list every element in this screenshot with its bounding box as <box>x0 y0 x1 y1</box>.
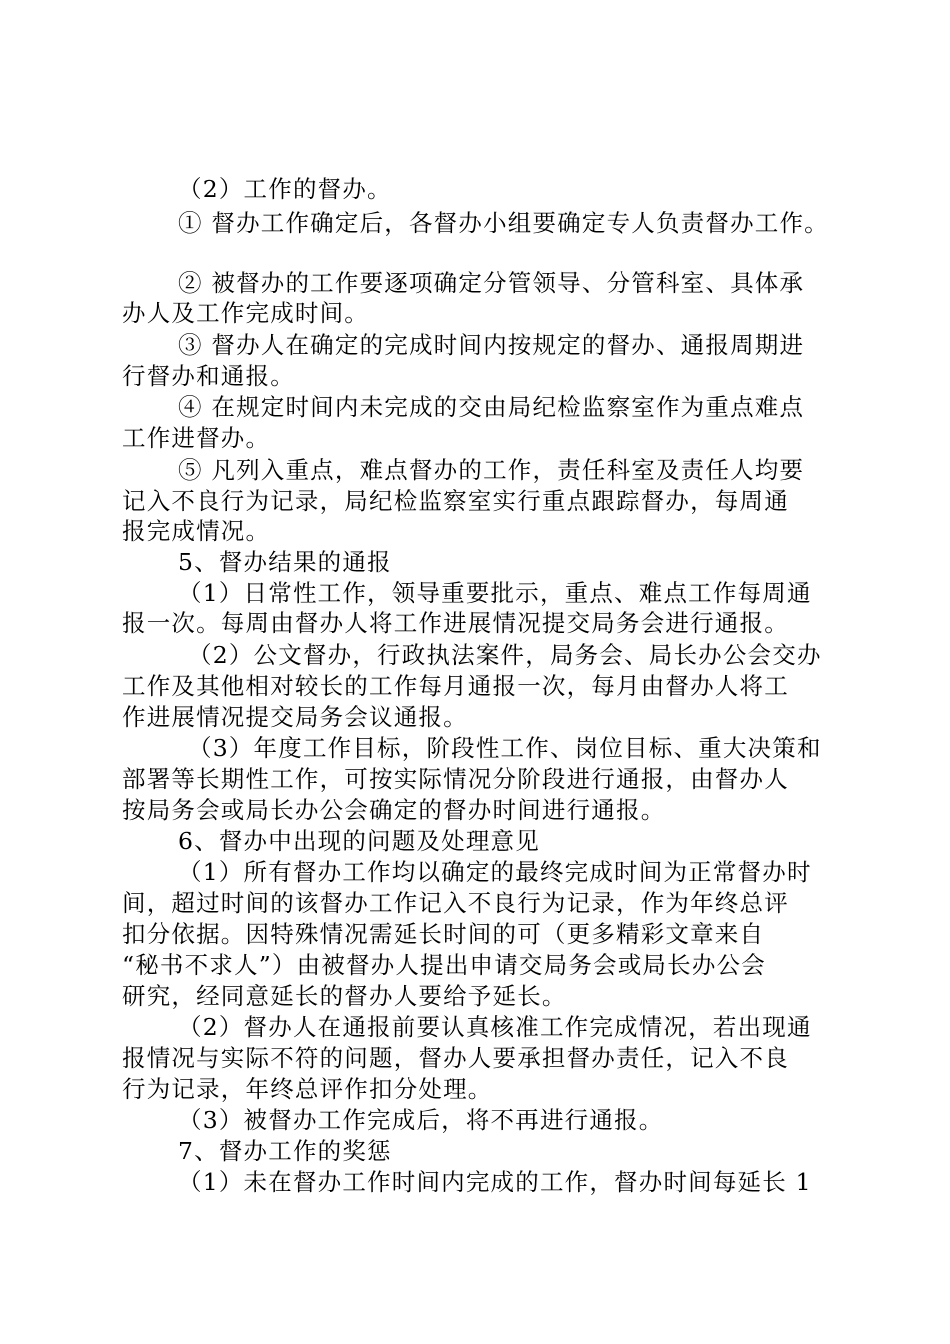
text-line: 报完成情况。 <box>122 517 271 545</box>
text-line: 间，超过时间的该督办工作记入不良行为记录，作为年终总评 <box>122 889 789 917</box>
text-line: ④ 在规定时间内未完成的交由局纪检监察室作为重点难点 <box>178 393 805 421</box>
text-line: 报情况与实际不符的问题，督办人要承担督办责任，记入不良 <box>122 1044 789 1072</box>
text-line: 扣分依据。因特殊情况需延长时间的可（更多精彩文章来自 <box>122 920 765 948</box>
text-line: （2）督办人在通报前要认真核准工作完成情况，若出现通 <box>178 1013 812 1041</box>
text-line: 记入不良行为记录，局纪检监察室实行重点跟踪督办，每周通 <box>122 487 789 515</box>
text-line: ② 被督办的工作要逐项确定分管领导、分管科室、具体承 <box>178 269 805 297</box>
text-line: ⑤ 凡列入重点，难点督办的工作，责任科室及责任人均要 <box>178 456 805 484</box>
text-line: （1）未在督办工作时间内完成的工作，督办时间每延长 1 <box>178 1168 812 1196</box>
text-line: 工作进督办。 <box>122 424 271 452</box>
text-line: 行督办和通报。 <box>122 362 295 390</box>
text-line: 办人及工作完成时间。 <box>122 299 369 327</box>
text-line: （3）被督办工作完成后，将不再进行通报。 <box>178 1106 664 1134</box>
text-line: ③ 督办人在确定的完成时间内按规定的督办、通报周期进 <box>178 331 805 359</box>
section-heading: 7、督办工作的奖惩 <box>178 1137 392 1165</box>
text-line: 报一次。每周由督办人将工作进展情况提交局务会进行通报。 <box>122 609 789 637</box>
text-line: 作进展情况提交局务会议通报。 <box>122 703 468 731</box>
section-heading: 5、督办结果的通报 <box>178 548 392 576</box>
text-line: 行为记录，年终总评作扣分处理。 <box>122 1075 493 1103</box>
text-line: 工作及其他相对较长的工作每月通报一次，每月由督办人将工 <box>122 672 789 700</box>
text-line: 研究，经同意延长的督办人要给予延长。 <box>122 982 567 1010</box>
text-line: “秘书不求人”）由被督办人提出申请交局务会或局长办公会 <box>122 951 766 979</box>
text-line: （1）所有督办工作均以确定的最终完成时间为正常督办时 <box>178 858 812 886</box>
text-line: （2）工作的督办。 <box>178 175 392 203</box>
text-line: （1）日常性工作，领导重要批示，重点、难点工作每周通 <box>178 579 812 607</box>
section-heading: 6、督办中出现的问题及处理意见 <box>178 827 540 855</box>
text-line: 按局务会或局长办公会确定的督办时间进行通报。 <box>122 796 666 824</box>
text-line: ① 督办工作确定后，各督办小组要确定专人负责督办工作。 <box>178 209 829 237</box>
text-line: （3）年度工作目标，阶段性工作、岗位目标、重大决策和 <box>188 734 822 762</box>
text-line: （2）公文督办，行政执法案件，局务会、局长办公会交办 <box>188 641 822 669</box>
text-line: 部署等长期性工作，可按实际情况分阶段进行通报，由督办人 <box>122 765 789 793</box>
